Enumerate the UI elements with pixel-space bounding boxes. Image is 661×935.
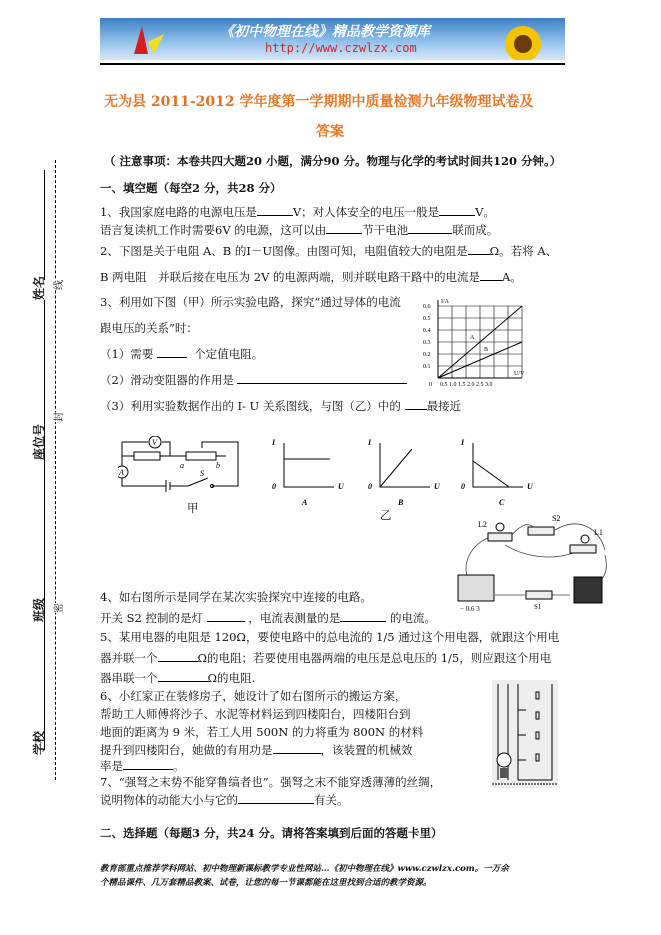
- question-6-line-1: 6、小红家正在装修房子，她设计了如右图所示的搬运方案，: [100, 689, 407, 703]
- line-b-label: B: [484, 347, 489, 353]
- q1-text: 语言复读机工作时需要6V 的电源，这可以由: [100, 223, 327, 237]
- question-5-line-3: [100, 670, 255, 686]
- question-7-line-1: 7、“强弩之末势不能穿鲁缟者也”。强弩之末不能穿透薄薄的丝绸，: [100, 775, 442, 789]
- physical-circuit-figure: [450, 505, 610, 617]
- question-2-line-1: [100, 243, 557, 259]
- section-1-heading: 一、填空题（每空2 分，共28 分）: [100, 181, 282, 195]
- option-graph-c[interactable]: [461, 437, 541, 511]
- y-axis-label: I/A: [441, 299, 449, 305]
- battery-device-icon: [574, 577, 602, 603]
- question-5-line-1: 5、某用电器的电阻是 120Ω，要使电路中的总电流的 1/5 通过这个用电器，就跟这个用电: [100, 630, 560, 644]
- question-5-line-2: [100, 650, 551, 666]
- axis-i-label: I: [272, 438, 276, 447]
- question-3-part-3: [100, 398, 461, 414]
- q4-text: 开关 S2 控制的是灯: [100, 611, 204, 625]
- answer-blank[interactable]: [480, 270, 502, 281]
- axis-u-label: U: [338, 482, 344, 491]
- banner-title: 《初中物理在线》精品教学资源库: [220, 24, 430, 40]
- axis-u-label: U: [527, 482, 533, 491]
- origin-label: 0: [429, 382, 432, 388]
- rheostat-a-label: a: [180, 461, 184, 470]
- answer-blank[interactable]: [207, 611, 245, 622]
- school-label: 学校: [32, 730, 46, 755]
- figure-yi-label: 乙: [380, 508, 392, 522]
- seal-line-text: 线: [50, 280, 65, 290]
- y-tick-label: 0.6: [423, 304, 431, 310]
- option-c-label: C: [499, 498, 505, 507]
- answer-blank[interactable]: [408, 223, 452, 234]
- class-label: 班级: [32, 597, 46, 622]
- y-tick-label: 0.1: [423, 364, 431, 370]
- axis-i-label: I: [461, 438, 465, 447]
- section-2-heading: 二、选择题（每题3 分，共24 分。请将答案填到后面的答题卡里）: [100, 826, 443, 840]
- answer-blank[interactable]: [123, 759, 173, 770]
- q3-text: 最接近: [426, 399, 462, 413]
- answer-blank[interactable]: [326, 223, 362, 234]
- answer-blank[interactable]: [158, 671, 208, 682]
- site-banner[interactable]: [100, 18, 565, 60]
- seal-secret-text: 密: [50, 603, 65, 613]
- rheostat-b-label: b: [216, 461, 220, 470]
- switch-icon: [188, 478, 208, 486]
- question-3-part-1: [100, 346, 263, 362]
- switch-label: S: [200, 469, 204, 478]
- y-tick-label: 0.4: [423, 328, 431, 334]
- q3-text: （1）需要: [100, 347, 154, 361]
- switch-s2-icon: [528, 527, 554, 535]
- iu-graph: [418, 296, 533, 388]
- l2-label: L2: [478, 520, 487, 529]
- q5-text: Ω的电阻；若要使用电器两端的电压是总电压的 1/5，则应跟这个用电: [197, 651, 552, 665]
- s2-label: S2: [552, 514, 561, 523]
- question-4-line-1: 4、如右图所示是同学在某次实验探究中连接的电路。: [100, 590, 372, 604]
- origin-label: 0: [272, 482, 276, 491]
- sunflower-icon: [485, 22, 555, 60]
- footer-line-2: 个精品课件、几万套精品教案、试卷，让您的每一节课都能在这里找到合适的教学资源。: [100, 878, 432, 888]
- circuit-diagram-jia: [118, 436, 248, 496]
- answer-blank[interactable]: [237, 373, 407, 384]
- q1-text: 节干电池: [362, 223, 409, 237]
- answer-blank[interactable]: [468, 244, 490, 255]
- q3-text: （2）滑动变阻器的作用是: [100, 373, 234, 387]
- seal-seal-text: 封: [50, 412, 65, 422]
- banner-divider: [100, 63, 565, 65]
- lamp-l2-icon: [488, 533, 512, 541]
- option-b-label: B: [398, 498, 404, 507]
- q6-text: 。: [173, 759, 185, 773]
- q5-text: 器串联一个: [100, 671, 158, 685]
- figure-jia-label: 甲: [187, 501, 199, 515]
- question-3-line-2: 跟电压的关系”时：: [100, 321, 198, 335]
- y-tick-label: 0.2: [423, 352, 431, 358]
- q4-text: ，电流表测量的是: [248, 611, 341, 625]
- question-6-line-3: 地面的距离为 9 米，若工人用 500N 的力将重为 800N 的材料: [100, 725, 424, 739]
- line-a-label: A: [470, 335, 475, 341]
- question-3-line-1: 3、利用如下图（甲）所示实验电路，探究“通过导体的电流: [100, 295, 401, 309]
- l1-label: L1: [594, 528, 603, 537]
- battery-icon: [166, 480, 170, 492]
- origin-label: 0: [368, 482, 372, 491]
- ammeter-device-icon: [458, 575, 494, 601]
- question-3-part-2: [100, 372, 407, 388]
- q2-text: B 两电阻 并联后接在电压为 2V 的电源两端，则并联电路干路中的电流是: [100, 270, 481, 284]
- page-title: 无为县 2011-2012 学年度第一学期期中质量检测九年级物理试卷及: [104, 94, 534, 110]
- footer-line-1: 教育部重点推荐学科网站、初中物理新课标教学专业性网站…《初中物理在线》www.czwlzx.com。一万余: [100, 864, 509, 874]
- question-6-line-5: [100, 758, 185, 774]
- q2-text: 2、下图是关于电阻 A、B 的I－U图像。由图可知，电阻值较大的电阻是: [100, 244, 468, 258]
- y-tick-label: 0.3: [423, 340, 431, 346]
- answer-blank[interactable]: [340, 611, 386, 622]
- answer-blank[interactable]: [439, 205, 475, 216]
- q7-text: 有关。: [314, 793, 349, 807]
- option-graph-b[interactable]: [368, 437, 448, 511]
- switch-s1-icon: [526, 591, 552, 599]
- q1-text: 1、我国家庭电路的电源电压是: [100, 205, 257, 219]
- q4-text: 的电流。: [389, 611, 436, 625]
- exam-note: （ 注意事项：本卷共四大题20 小题，满分90 分。物理与化学的考试时间共120 分钟。）: [104, 154, 562, 168]
- x-axis-label: U/V: [514, 371, 525, 377]
- answer-blank[interactable]: [158, 651, 198, 662]
- q5-text: Ω的电阻.: [207, 671, 256, 685]
- voltmeter-label: V: [152, 438, 157, 447]
- question-7-line-2: [100, 792, 349, 808]
- answer-blank[interactable]: [257, 205, 293, 216]
- s1-label: S1: [534, 603, 542, 611]
- name-line: [44, 170, 45, 280]
- pulley-building-figure: [492, 680, 558, 788]
- q3-text: （3）利用实验数据作出的 I- U 关系图线，与图（乙）中的: [100, 399, 401, 413]
- x-tick-labels: 0.5 1.0 1.5 2.0 2.5 3.0: [440, 382, 493, 388]
- answer-blank[interactable]: [238, 793, 314, 804]
- seat-label: 座位号: [32, 423, 46, 460]
- lamp-l1-icon: [570, 545, 596, 553]
- axis-i-label: I: [368, 438, 372, 447]
- q1-text: 联而成。: [452, 223, 499, 237]
- q6-text: 率是: [100, 759, 123, 773]
- question-6-line-4: [100, 742, 413, 758]
- q2-text: Ω。若将 A、: [489, 244, 558, 258]
- answer-blank[interactable]: [273, 743, 321, 754]
- q6-text: 提升到四楼阳台，她做的有用功是: [100, 743, 273, 757]
- binding-dashed-line: [55, 160, 56, 780]
- question-4-line-2: [100, 610, 436, 626]
- pulley-icon: [497, 753, 511, 767]
- ammeter-label: A: [119, 468, 124, 477]
- option-graph-a[interactable]: [272, 437, 352, 511]
- banner-url[interactable]: http://www.czwlzx.com: [265, 41, 417, 55]
- question-2-line-2: [100, 269, 522, 285]
- origin-label: 0: [461, 482, 465, 491]
- answer-blank[interactable]: [405, 399, 427, 410]
- option-a-label: A: [302, 498, 308, 507]
- q3-text: 个定值电阻。: [194, 347, 264, 361]
- q1-text: V。: [475, 205, 495, 219]
- answer-blank[interactable]: [157, 347, 187, 358]
- name-label: 姓名: [32, 275, 46, 300]
- q7-text: 说明物体的动能大小与它的: [100, 793, 238, 807]
- question-6-line-2: 帮助工人师傅将沙子、水泥等材料运到四楼阳台，四楼阳台到: [100, 707, 411, 721]
- rheostat-icon: [186, 452, 216, 460]
- q1-text: V；对人体安全的电压一般是: [292, 205, 440, 219]
- ammeter-scale-label: − 0.6 3: [460, 605, 480, 613]
- q5-text: 器并联一个: [100, 651, 158, 665]
- resistor-icon: [134, 452, 160, 460]
- y-tick-label: 0.5: [423, 316, 431, 322]
- q6-text: ，该装置的机械效: [320, 743, 413, 757]
- question-1-line-2: [100, 222, 498, 238]
- logo-icon: [130, 24, 170, 58]
- axis-u-label: U: [434, 482, 440, 491]
- question-1-line-1: [100, 204, 495, 220]
- page-title-line2: 答案: [316, 124, 344, 140]
- load-icon: [500, 768, 508, 778]
- q2-text: A。: [502, 270, 522, 284]
